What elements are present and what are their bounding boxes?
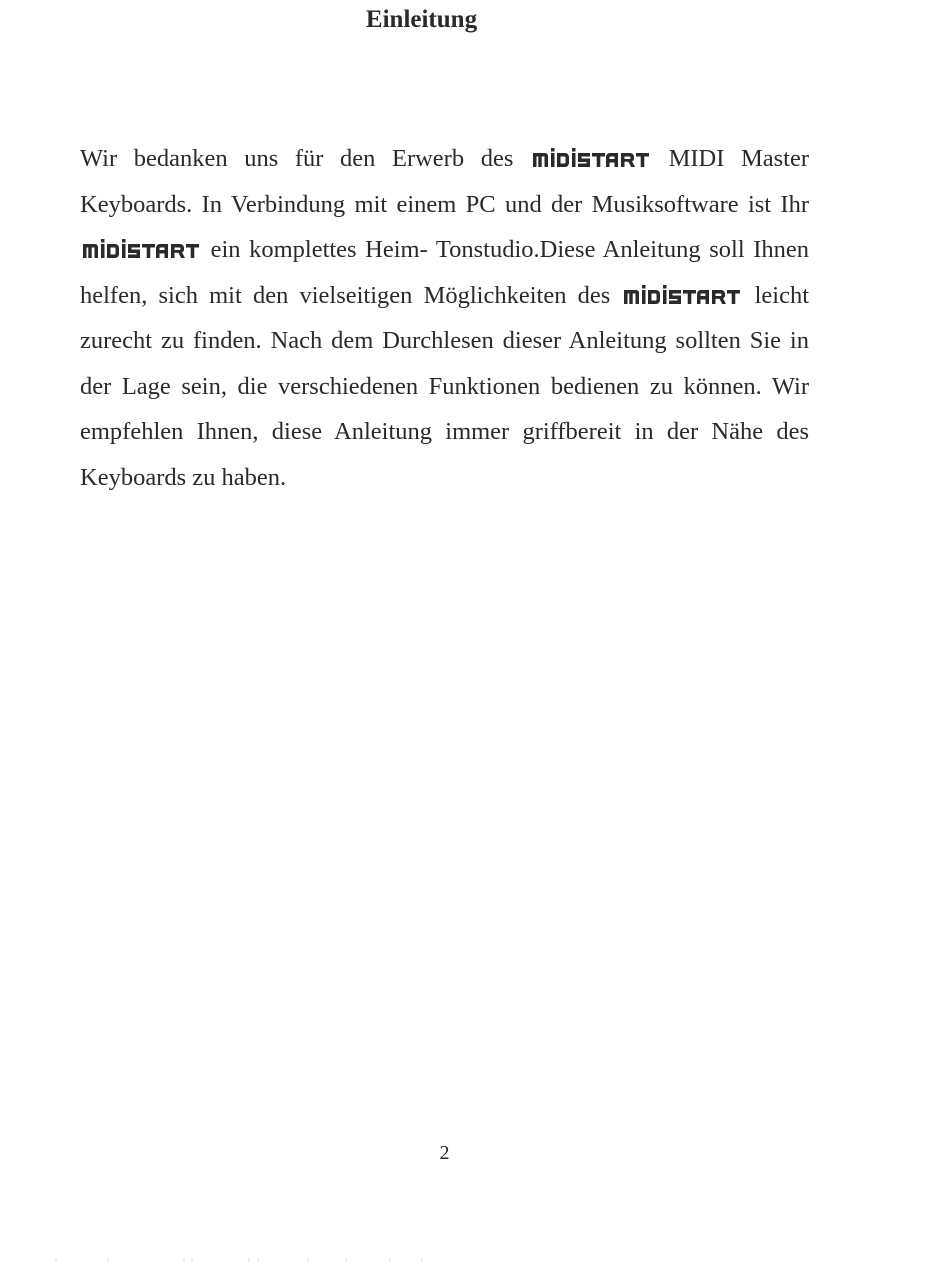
paragraph-text-2: MIDI Master Keyboards. In Verbindung mit einem PC und der Musiksoftware ist Ihr bbox=[80, 145, 810, 218]
midistart-logo bbox=[624, 285, 740, 305]
page-title: Einleitung bbox=[365, 6, 478, 33]
midistart-logo bbox=[83, 239, 199, 259]
paragraph-text-1: Wir bedanken uns für den Erwerb des bbox=[80, 145, 514, 172]
paragraph-text-3: ein komplettes Heim- Tonstudio.Diese Anleitung soll Ihnen helfen, sich mit den vielseitigen Möglichkeiten des bbox=[80, 236, 810, 309]
paragraph-text-4: leicht zurecht zu finden. Nach dem Durchlesen dieser Anleitung sollten Sie in der Lage sein, die verschiedenen Funktionen bedienen zu können. Wir empfehlen Ihnen, diese Anleitung immer griffbereit in der Nähe des Keyboards zu haben. bbox=[80, 281, 809, 491]
scan-artifact bbox=[45, 1258, 435, 1262]
intro-paragraph bbox=[80, 136, 809, 500]
page-number: 2 bbox=[439, 1142, 450, 1164]
midistart-logo bbox=[533, 148, 649, 168]
